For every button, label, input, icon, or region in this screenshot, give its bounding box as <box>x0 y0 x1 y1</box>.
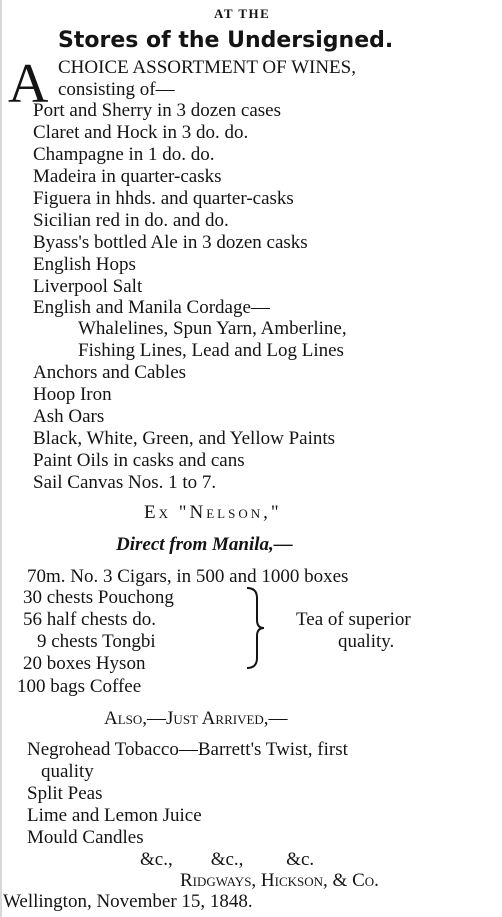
advert-title: Stores of the Undersigned. <box>58 28 394 53</box>
signature: Ridgways, Hickson, & Co. <box>180 870 379 891</box>
tea-item: 30 chests Pouchong <box>23 587 174 608</box>
list-item: Anchors and Cables <box>33 362 187 383</box>
intro-line-1: CHOICE ASSORTMENT OF WINES, <box>58 57 356 78</box>
list-item: Whalelines, Spun Yarn, Amberline, <box>78 318 347 339</box>
also-item: quality <box>41 761 94 782</box>
tea-item: 56 half chests do. <box>23 609 156 630</box>
also-item: Negrohead Tobacco—Barrett's Twist, first <box>27 739 348 760</box>
dateline: Wellington, November 15, 1848. <box>3 891 253 912</box>
list-item: Madeira in quarter-casks <box>33 166 222 187</box>
also-item: Lime and Lemon Juice <box>27 805 202 826</box>
tea-note-line-1: Tea of superior <box>296 609 411 630</box>
cigars-line: 70m. No. 3 Cigars, in 500 and 1000 boxes <box>27 566 349 587</box>
list-item: Figuera in hhds. and quarter-casks <box>33 188 294 209</box>
etc-line: &c., &c., &c. <box>140 849 315 870</box>
coffee-line: 100 bags Coffee <box>17 676 142 697</box>
list-item: Black, White, Green, and Yellow Paints <box>33 428 336 449</box>
also-item: Split Peas <box>27 783 103 804</box>
also-item: Mould Candles <box>27 827 144 848</box>
list-item: English Hops <box>33 254 136 275</box>
list-item: Hoop Iron <box>33 384 112 405</box>
list-item: Ash Oars <box>33 406 105 427</box>
tea-item: 20 boxes Hyson <box>23 653 146 674</box>
tea-note-line-2: quality. <box>338 631 395 652</box>
list-item: Claret and Hock in 3 do. do. <box>33 122 249 143</box>
also-just-arrived-heading: Also,—Just Arrived,— <box>104 708 288 729</box>
ex-nelson-heading: Ex "Nelson," <box>144 502 282 523</box>
list-item: Port and Sherry in 3 dozen cases <box>33 100 281 121</box>
curly-brace-icon <box>244 586 266 670</box>
list-item: Liverpool Salt <box>33 276 143 297</box>
tea-item: 9 chests Tongbi <box>37 631 156 652</box>
direct-from-manila: Direct from Manila,— <box>116 534 293 555</box>
list-item: English and Manila Cordage— <box>33 297 270 318</box>
drop-cap: A <box>8 53 49 115</box>
intro-line-2: consisting of— <box>58 79 175 100</box>
list-item: Sail Canvas Nos. 1 to 7. <box>33 472 217 493</box>
list-item: Champagne in 1 do. do. <box>33 144 215 165</box>
column-rule <box>0 0 2 917</box>
list-item: Byass's bottled Ale in 3 dozen casks <box>33 232 308 253</box>
at-the-heading: AT THE <box>214 6 271 21</box>
list-item: Paint Oils in casks and cans <box>33 450 245 471</box>
list-item: Sicilian red in do. and do. <box>33 210 229 231</box>
list-item: Fishing Lines, Lead and Log Lines <box>78 340 344 361</box>
